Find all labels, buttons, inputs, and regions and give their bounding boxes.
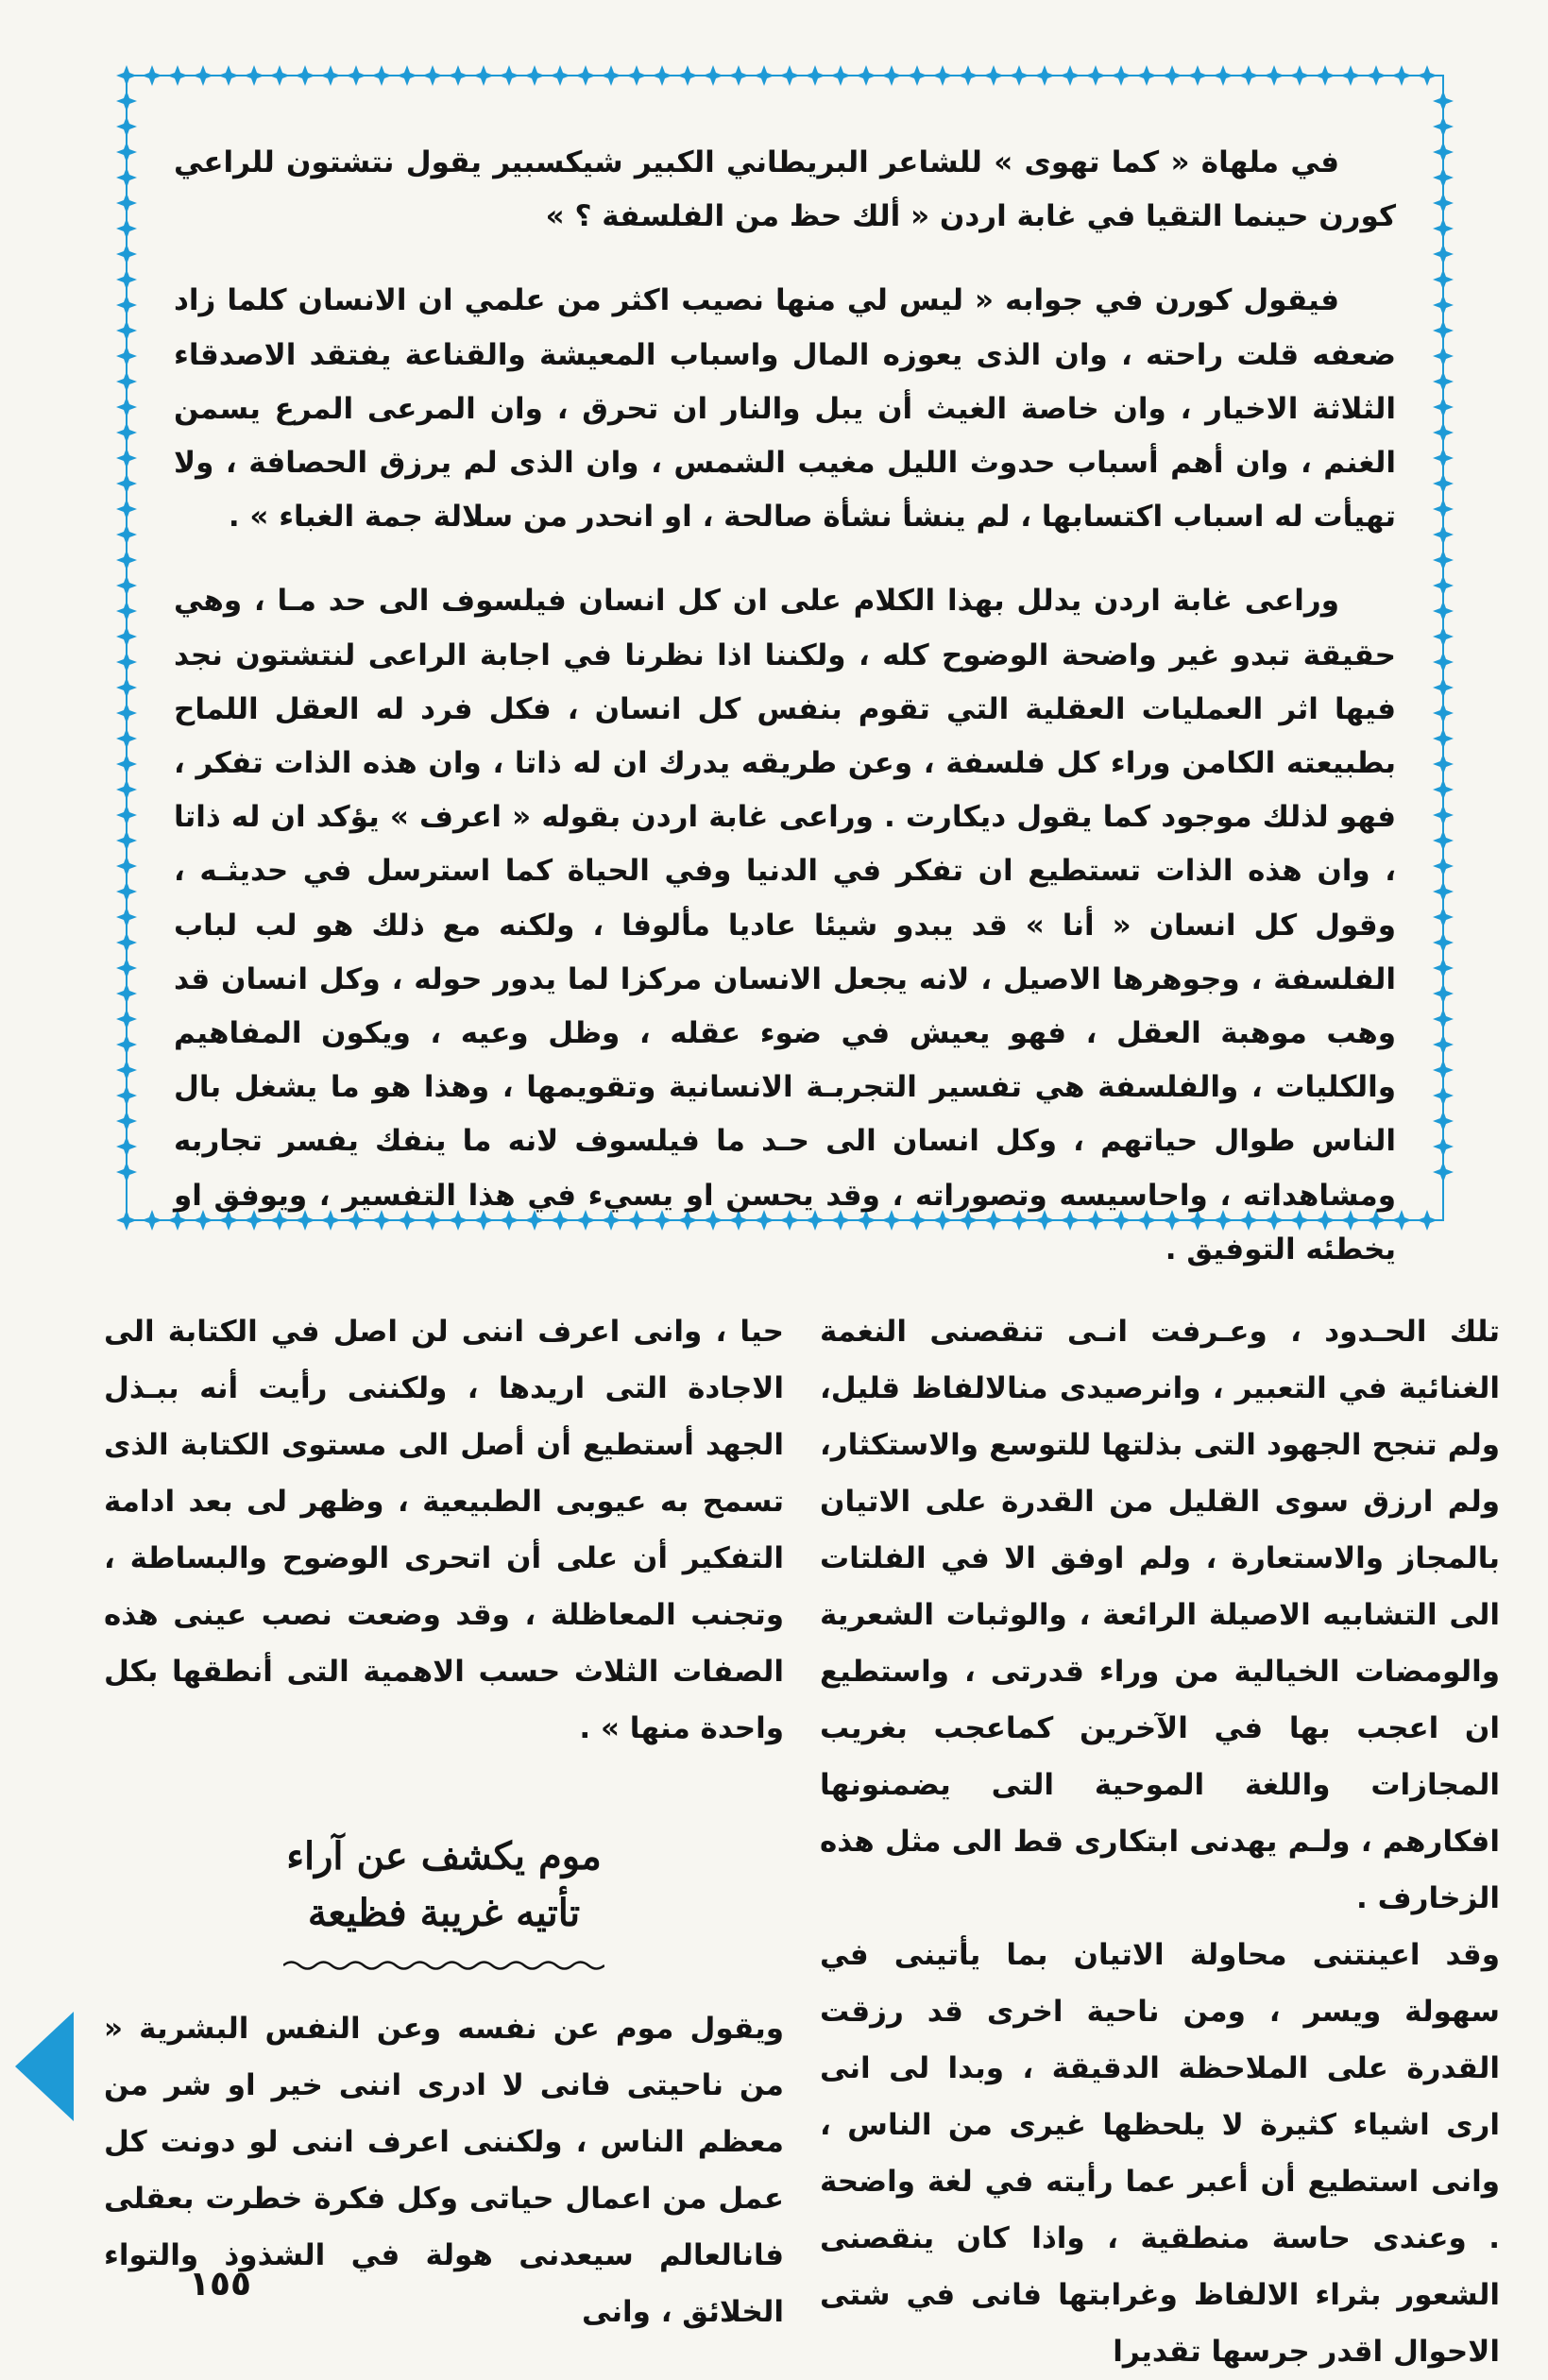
border-star-icon	[1433, 601, 1454, 621]
border-star-icon	[1009, 65, 1029, 86]
border-star-icon	[1433, 983, 1454, 1004]
border-star-icon	[1433, 295, 1454, 315]
border-star-icon	[856, 65, 876, 86]
border-star-icon	[1433, 193, 1454, 213]
border-star-icon	[1417, 65, 1437, 86]
border-star-icon	[116, 269, 137, 290]
border-star-icon	[1433, 448, 1454, 468]
border-star-icon	[1433, 1162, 1454, 1182]
border-star-icon	[1238, 65, 1259, 86]
border-star-icon	[320, 65, 341, 86]
border-star-icon	[550, 65, 570, 86]
border-star-icon	[116, 371, 137, 392]
boxed-article-section	[111, 60, 1458, 1266]
subheading-line-2: تأتيه غريبة فظيعة	[307, 1891, 581, 1935]
border-star-icon	[1060, 65, 1080, 86]
border-star-icon	[116, 1060, 137, 1080]
border-star-icon	[1433, 856, 1454, 876]
boxed-paragraph-3: وراعى غابة اردن يدلل بهذا الكلام على ان كل انسان فيلسوف الى حد مـا ، وهي حقيقة تبدو غير واضحة الوضوح كله ، ولكننا اذا نظرنا في اجابة الراعى لنتشتون نجد فيها اثر العمليات العقلية التي تقوم بنفس كل انسان ، فكل فرد له العقل اللماح بطبيعته الكامن وراء كل فلسفة ، وعن طريقه يدرك ان له ذاتا ، وان هذه الذات تفكر ، فهو لذلك موجود كما يقول ديكارت . وراعى غابة اردن بقوله « اعرف » يؤكد ان له ذاتا ، وان هذه الذات تستطيع ان تفكر في الدنيا وفي الحياة كما استرسل في حديثـه ، وقول كل انسان « أنا » قد يبدو شيئا عاديا مألوفا ، ولكنه مع ذلك هو لب لباب الفلسفة ، وجوهرها الاصيل ، لانه يجعل الانسان مركزا لما يدور حوله ، وكل انسان قد وهب موهبة العقل ، فهو يعيش في ضوء عقله ، وظل وعيه ، ويكون المفاهيم والكليات ، والفلسفة هي تفسير التجربـة الانسانية وتقويمها ، وهذا هو ما يشغل بال الناس طوال حياتهم ، وكل انسان الى حـد ما فيلسوف لانه ما ينفك يفسر تجاربه ومشاهداته ، واحاسيسه وتصوراته ، وقد يحسن او يسيء في هذا التفسير ، ويوفق او يخطئه التوفيق .	[174, 584, 1396, 1266]
border-star-icon	[1433, 1060, 1454, 1080]
border-star-icon	[116, 550, 137, 570]
right-paragraph-1: تلك الحـدود ، وعـرفت انـى تنقصنى النغمة الغنائية في التعبير ، وانرصيدى منالالفاظ قليل، ولم تنجح الجهود التى بذلتها للتوسع والاستكثار، ولم ارزق سوى القليل من القدرة على الاتيان بالمجاز والاستعارة ، ولم اوفق الا في الفلتات الى التشابيه الاصيلة الرائعة ، والوثبات الشعرية والومضات الخيالية من وراء قدرتى ، واستطيع ان اعجب بها في الآخرين كماعجب بغريب المجازات واللغة الموحية التى يضمنونها افكارهم ، ولـم يهدنى ابتكارى قط الى مثل هذه الزخارف .	[820, 1315, 1500, 1915]
border-star-icon	[116, 779, 137, 800]
border-star-icon	[116, 167, 137, 188]
border-star-icon	[448, 65, 468, 86]
border-star-icon	[116, 626, 137, 647]
border-star-icon	[1433, 524, 1454, 545]
border-star-icon	[652, 65, 672, 86]
border-star-icon	[116, 91, 137, 111]
border-star-icon	[779, 65, 800, 86]
border-star-icon	[142, 1210, 162, 1231]
border-star-icon	[1433, 830, 1454, 851]
border-star-icon	[1433, 652, 1454, 672]
border-star-icon	[1433, 779, 1454, 800]
border-star-icon	[116, 728, 137, 749]
border-star-icon	[1433, 1111, 1454, 1131]
border-star-icon	[116, 983, 137, 1004]
border-star-icon	[1289, 65, 1310, 86]
left-column	[104, 1303, 784, 2340]
border-star-icon	[116, 1009, 137, 1029]
section-subheading	[104, 1828, 784, 1942]
border-star-icon	[907, 65, 927, 86]
border-star-icon	[116, 881, 137, 902]
border-star-icon	[116, 524, 137, 545]
border-star-icon	[754, 65, 774, 86]
border-star-icon	[116, 958, 137, 978]
border-star-icon	[116, 932, 137, 953]
border-star-icon	[805, 65, 825, 86]
border-star-icon	[116, 1034, 137, 1055]
border-star-icon	[1162, 65, 1182, 86]
right-column	[820, 1303, 1500, 2380]
border-star-icon	[1433, 907, 1454, 927]
border-star-icon	[244, 65, 264, 86]
border-star-icon	[269, 65, 290, 86]
border-star-icon	[116, 1162, 137, 1182]
left-triangle-arrow-icon[interactable]	[15, 2012, 74, 2121]
border-star-icon	[116, 320, 137, 341]
boxed-paragraph-2: فيقول كورن في جوابه « ليس لي منها نصيب اكثر من علمي ان الانسان كلما زاد ضعفه قلت راحته ، وان الذى يعوزه المال واسباب المعيشة والقناعة يفتقد الاصدقاء الثلاثة الاخيار ، وان خاصة الغيث أن يبل والنار ان تحرق ، وان المرعى المرع يسمن الغنم ، وان أهم أسباب حدوث الليل مغيب الشمس ، وان الذى لم يرزق الحصافة ، ولا تهيأت له اسباب اكتسابها ، لم ينشأ نشأة صالحة ، او انحدر من سلالة جمة الغباء » .	[174, 283, 1396, 535]
border-star-icon	[1366, 65, 1386, 86]
left-top-paragraph: حيا ، وانى اعرف اننى لن اصل في الكتابة الى الاجادة التى اريدها ، ولكننى رأيت أنه ببـذل الجهد أستطيع أن أصل الى مستوى الكتابة الذى تسمح به عيوبى الطبيعية ، وظهر لى بعد ادامة التفكير أن على أن اتحرى الوضوح والبساطة ، وتجنب المعاظلة ، وقد وضعت نصب عينى هذه الصفات الثلاث حسب الاهمية التى أنطقها بكل واحدة منها » .	[104, 1315, 784, 1745]
border-star-icon	[1340, 65, 1361, 86]
border-star-icon	[116, 295, 137, 315]
border-star-icon	[1264, 65, 1284, 86]
subheading-line-1: موم يكشف عن آراء	[286, 1834, 602, 1878]
border-star-icon	[116, 473, 137, 494]
border-star-icon	[116, 677, 137, 698]
border-star-icon	[1433, 932, 1454, 953]
border-star-icon	[116, 856, 137, 876]
border-star-icon	[422, 65, 443, 86]
border-star-icon	[1315, 65, 1335, 86]
border-star-icon	[1433, 244, 1454, 264]
right-paragraph-2: وقد اعينتنى محاولة الاتيان بما يأتينى في سهولة ويسر ، ومن ناحية اخرى قد رزقت القدرة على الملاحظة الدقيقة ، وبدا لى انى ارى اشياء كثيرة لا يلحظها غيرى من الناس ، وانى استطيع أن أعبر عما رأيته في لغة واضحة . وعندى حاسة منطقية ، واذا كان ينقصنى الشعور بثراء الالفاظ وغرابتها فانى في شتى الاحوال اقدر جرسها تقديرا	[820, 1938, 1500, 2369]
border-star-icon	[1433, 805, 1454, 825]
border-star-icon	[116, 142, 137, 162]
border-star-icon	[116, 907, 137, 927]
border-star-icon	[116, 703, 137, 723]
border-star-icon	[499, 65, 519, 86]
border-star-icon	[116, 652, 137, 672]
border-star-icon	[1433, 218, 1454, 239]
border-star-icon	[1433, 728, 1454, 749]
border-star-icon	[116, 244, 137, 264]
border-star-icon	[218, 65, 239, 86]
border-star-icon	[346, 65, 366, 86]
border-star-icon	[1213, 65, 1233, 86]
border-star-icon	[1111, 65, 1131, 86]
border-star-icon	[116, 193, 137, 213]
border-star-icon	[116, 397, 137, 417]
border-star-icon	[193, 65, 213, 86]
border-star-icon	[983, 65, 1004, 86]
border-star-icon	[116, 346, 137, 366]
border-star-icon	[116, 116, 137, 137]
border-star-icon	[601, 65, 621, 86]
border-star-icon	[116, 499, 137, 519]
border-star-icon	[524, 65, 545, 86]
border-star-icon	[830, 65, 851, 86]
border-star-icon	[1085, 65, 1106, 86]
border-star-icon	[1433, 499, 1454, 519]
border-star-icon	[703, 65, 723, 86]
border-star-icon	[1433, 1085, 1454, 1106]
border-star-icon	[1433, 1034, 1454, 1055]
border-star-icon	[1433, 754, 1454, 774]
border-star-icon	[1433, 626, 1454, 647]
border-star-icon	[1433, 91, 1454, 111]
border-star-icon	[1433, 116, 1454, 137]
border-star-icon	[167, 65, 188, 86]
border-star-icon	[116, 422, 137, 443]
border-star-icon	[1433, 320, 1454, 341]
border-star-icon	[116, 601, 137, 621]
border-star-icon	[1391, 65, 1412, 86]
border-star-icon	[626, 65, 647, 86]
border-star-icon	[116, 754, 137, 774]
border-star-icon	[1433, 1009, 1454, 1029]
border-star-icon	[116, 805, 137, 825]
border-star-icon	[1136, 65, 1157, 86]
page-number: ١٥٥	[189, 2265, 251, 2304]
border-star-icon	[1433, 1136, 1454, 1157]
border-star-icon	[295, 65, 315, 86]
border-star-icon	[473, 65, 494, 86]
border-star-icon	[677, 65, 698, 86]
border-star-icon	[1433, 167, 1454, 188]
border-star-icon	[1433, 371, 1454, 392]
border-star-icon	[932, 65, 953, 86]
border-star-icon	[1433, 142, 1454, 162]
border-star-icon	[116, 575, 137, 596]
border-star-icon	[116, 448, 137, 468]
border-star-icon	[1433, 473, 1454, 494]
wavy-underline	[283, 1959, 604, 1972]
border-star-icon	[1433, 397, 1454, 417]
border-star-icon	[397, 65, 417, 86]
border-star-icon	[371, 65, 392, 86]
border-star-icon	[116, 218, 137, 239]
border-star-icon	[1433, 346, 1454, 366]
border-star-icon	[881, 65, 902, 86]
border-star-icon	[728, 65, 749, 86]
border-star-icon	[116, 1136, 137, 1157]
border-star-icon	[1433, 550, 1454, 570]
border-star-icon	[1433, 269, 1454, 290]
border-star-icon	[1433, 677, 1454, 698]
border-star-icon	[1187, 65, 1208, 86]
border-star-icon	[958, 65, 978, 86]
border-star-icon	[1034, 65, 1055, 86]
border-star-icon	[1417, 1210, 1437, 1231]
border-star-icon	[116, 1085, 137, 1106]
border-star-icon	[116, 65, 137, 86]
border-star-icon	[1433, 575, 1454, 596]
border-star-icon	[575, 65, 596, 86]
border-star-icon	[142, 65, 162, 86]
boxed-paragraph-1: في ملهاة « كما تهوى » للشاعر البريطاني الكبير شيكسبير يقول نتشتون للراعي كورن حينما التقيا في غابة اردن « ألك حظ من الفلسفة ؟ »	[174, 145, 1396, 234]
boxed-text	[174, 136, 1396, 1266]
border-star-icon	[116, 1210, 137, 1231]
border-star-icon	[1433, 958, 1454, 978]
border-star-icon	[1433, 703, 1454, 723]
border-star-icon	[116, 830, 137, 851]
border-star-icon	[116, 1111, 137, 1131]
border-star-icon	[1433, 881, 1454, 902]
border-star-icon	[1433, 422, 1454, 443]
left-bottom-paragraph: ويقول موم عن نفسه وعن النفس البشرية « من ناحيتى فانى لا ادرى اننى خير او شر من معظم الناس ، ولكننى اعرف اننى لو دونت كل عمل من اعمال حياتى وكل فكرة خطرت بعقلى فانالعالم سيعدنى هولة في الشذوذ والتواء الخلائق ، وانى	[104, 2012, 784, 2329]
